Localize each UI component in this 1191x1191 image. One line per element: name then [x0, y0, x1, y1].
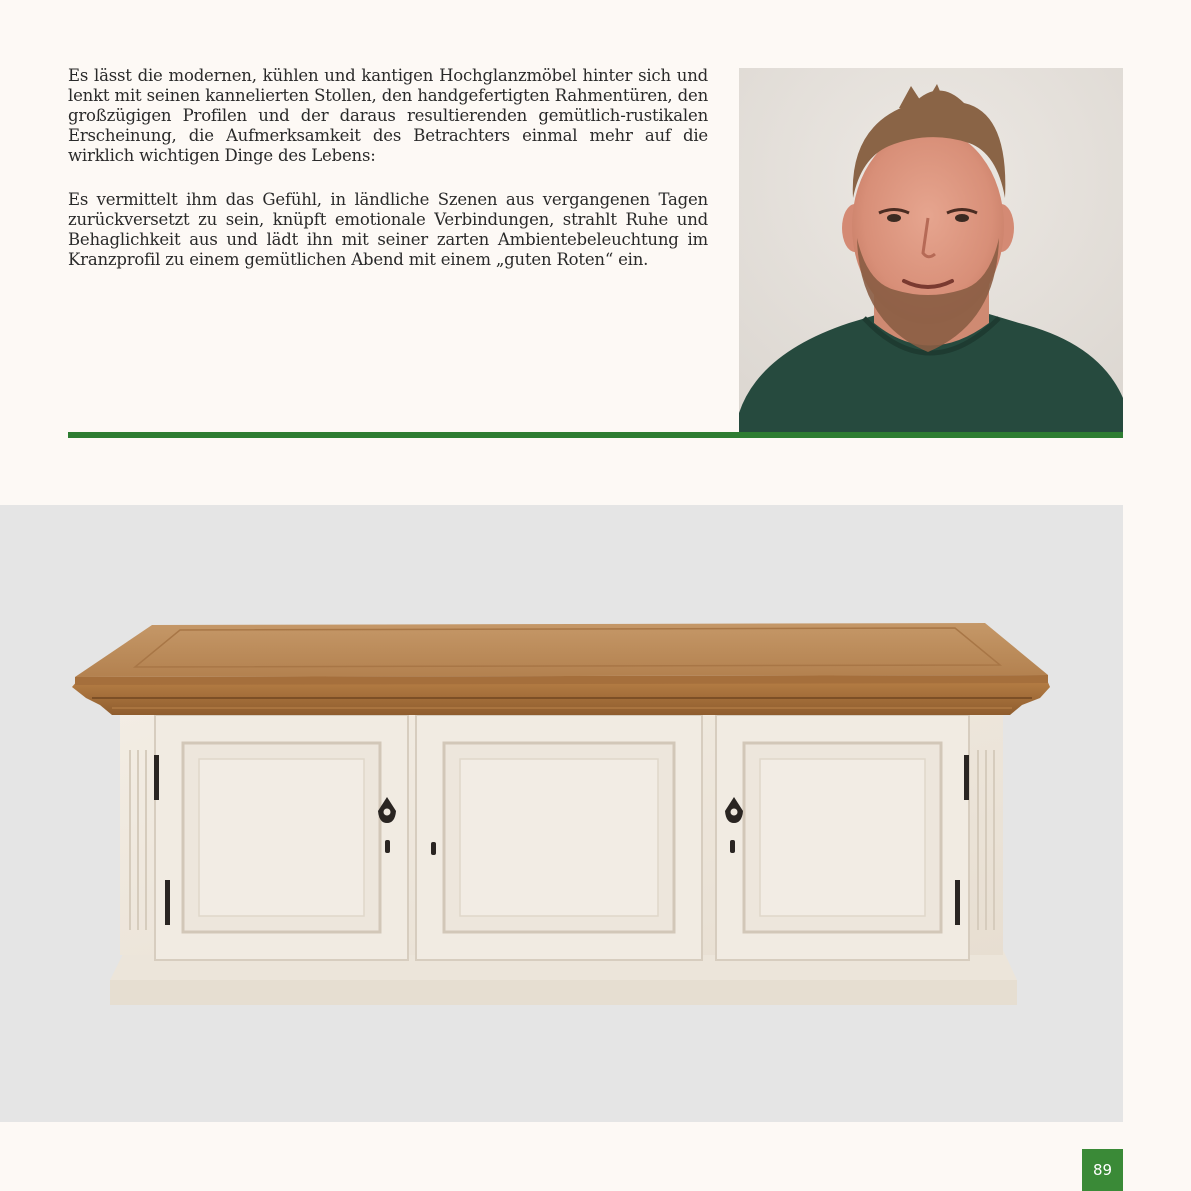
divider-rule	[68, 432, 1123, 438]
article-paragraph-2: Es vermittelt ihm das Gefühl, in ländliche Szenen aus vergangenen Tagen zurückversetzt zu sein, knüpft emotionale Verbindungen, strahlt Ruhe und Behaglichkeit aus und lädt ihn mit seiner zarten Ambientebeleuchtung im Kranzprofil zu einem gemütlichen Abend mit einem „guten Roten“ ein.	[68, 190, 708, 269]
portrait-photo	[739, 68, 1123, 433]
article-paragraph-1: Es lässt die modernen, kühlen und kantigen Hochglanzmöbel hinter sich und lenkt mit seinen kannelierten Stollen, den handgefertigten Rahmentüren, den großzügigen Profilen und der daraus resultierenden gemütlich-rustikalen Erscheinung, die Aufmerksamkeit des Betrachters einmal mehr auf die wirklich wichtigen Dinge des Lebens:	[68, 66, 708, 165]
article-text	[68, 66, 708, 270]
page-number-badge: 89	[1082, 1149, 1123, 1191]
sideboard-photo	[0, 505, 1123, 1122]
